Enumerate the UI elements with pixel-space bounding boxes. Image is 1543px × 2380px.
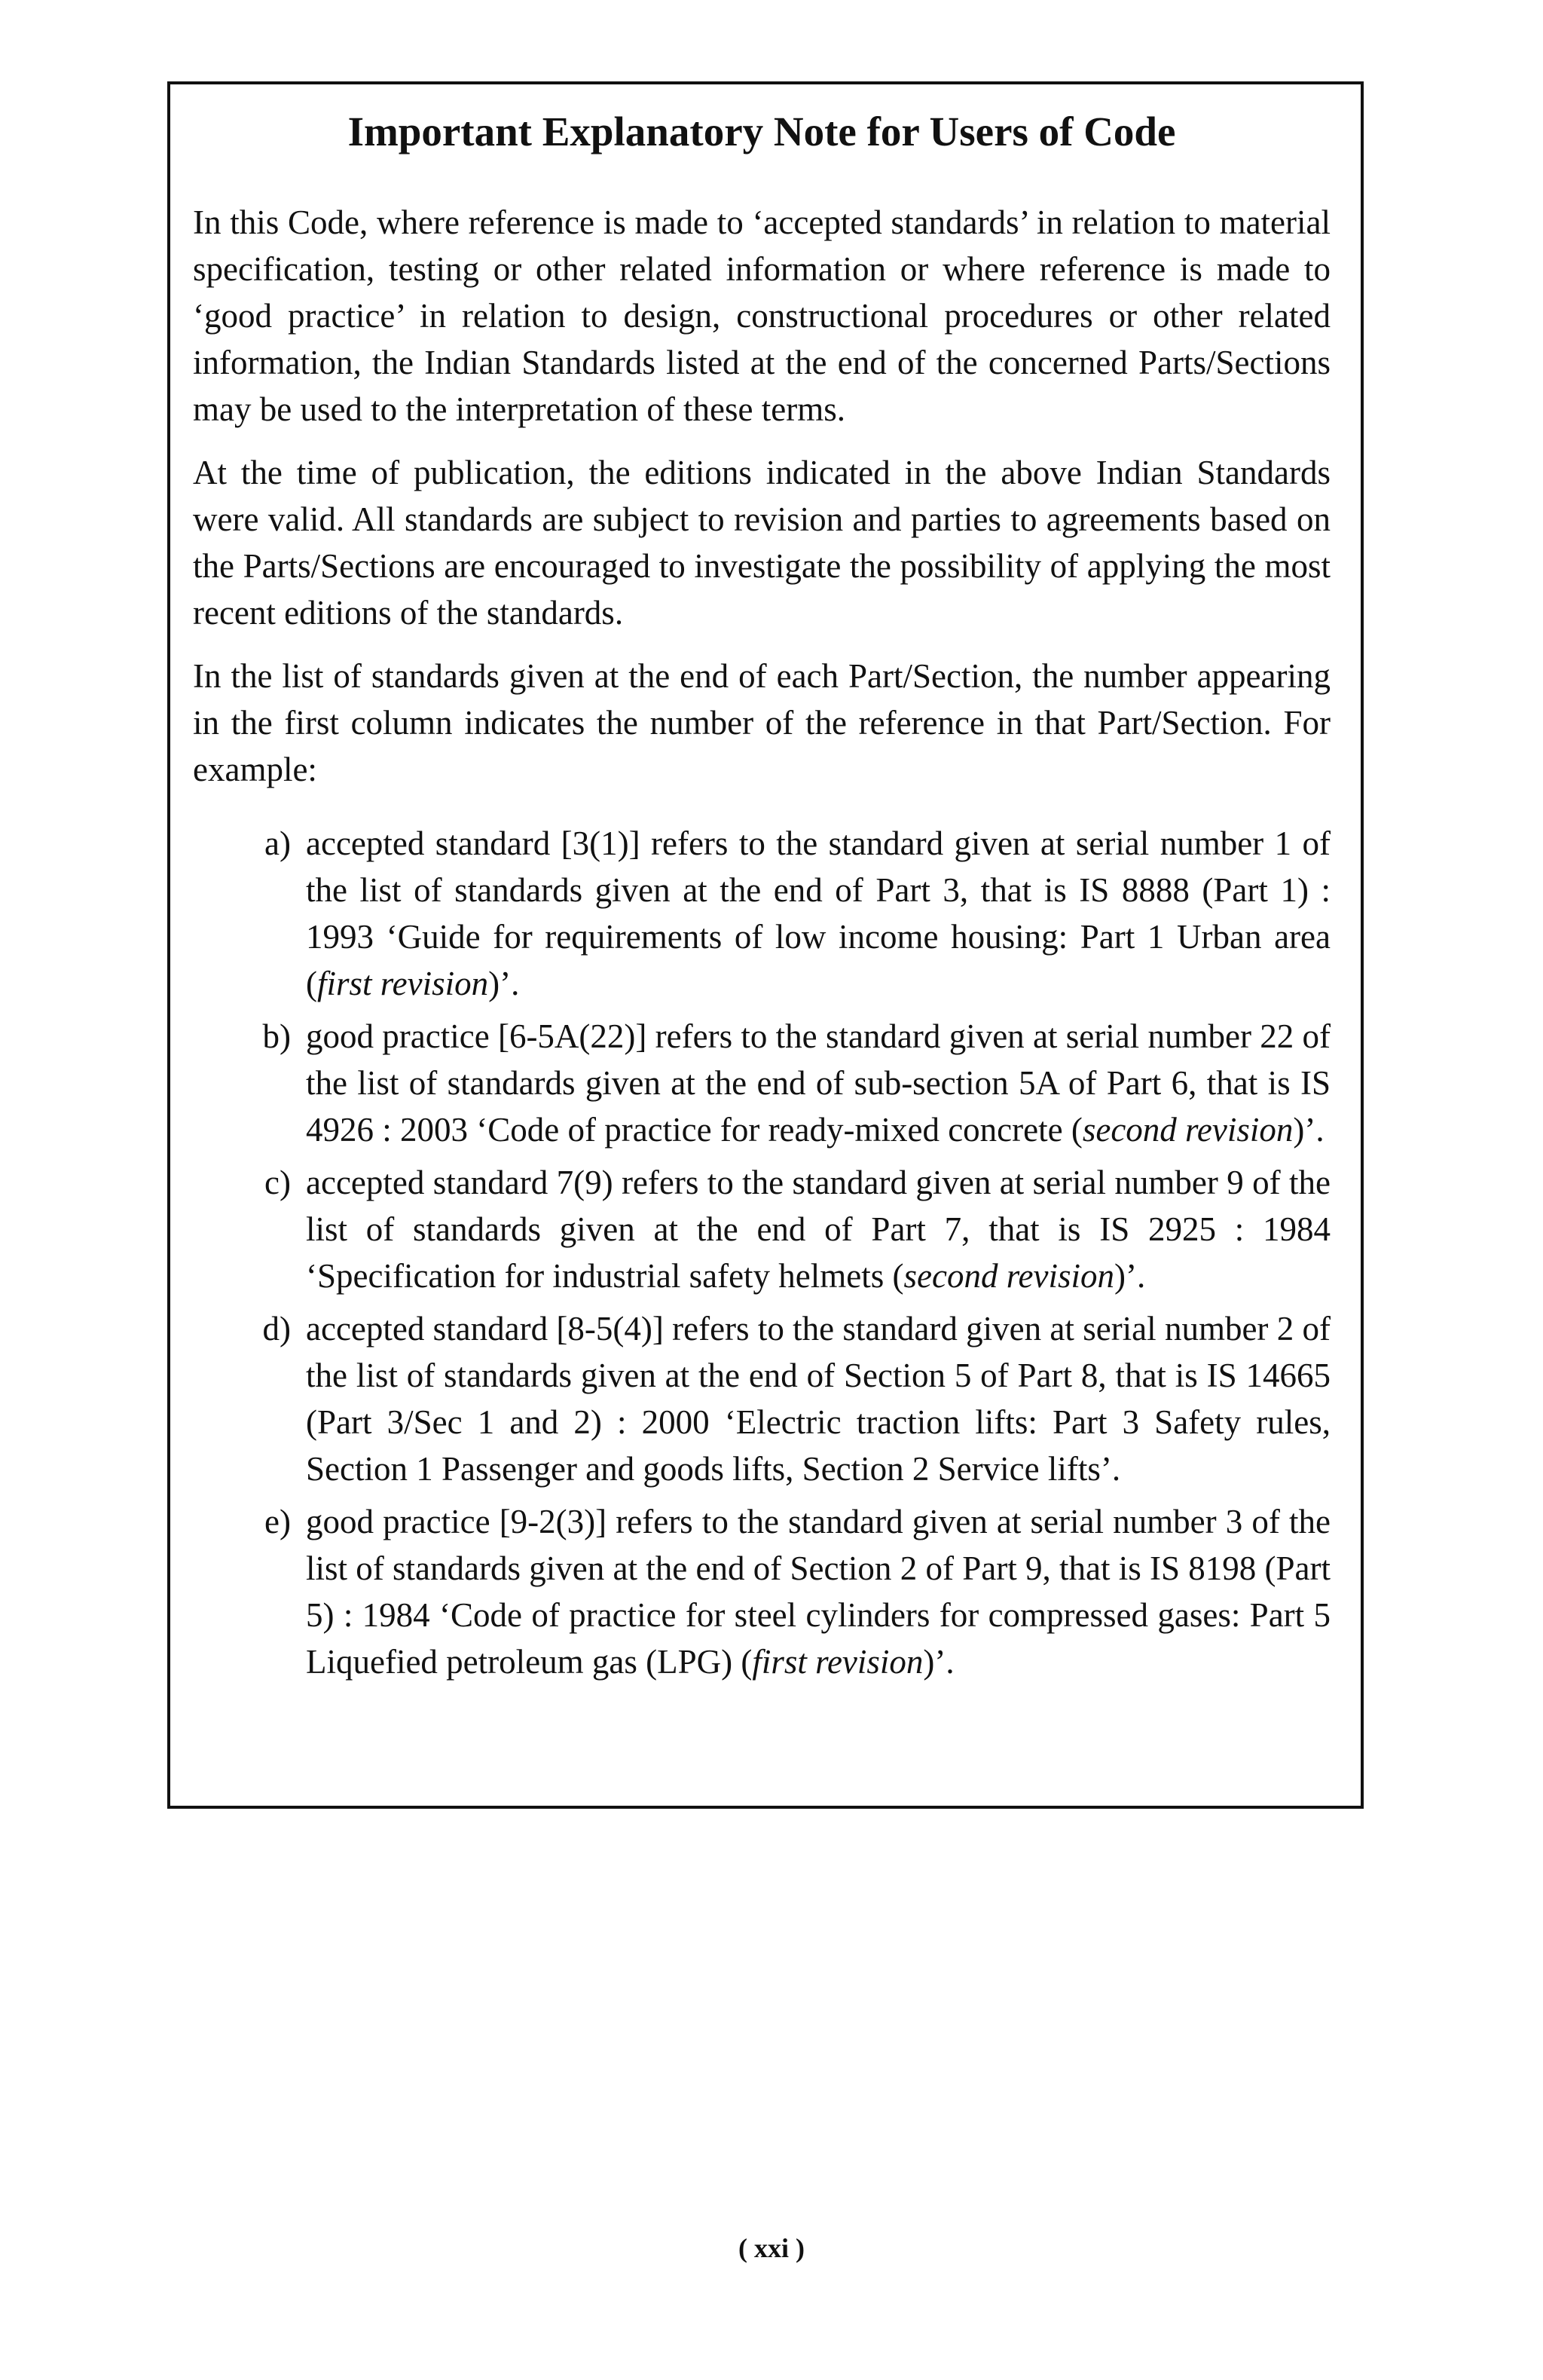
example-item-e (193, 1498, 1331, 1685)
item-marker: d) (262, 1310, 291, 1348)
item-text-italic: second revision (1082, 1111, 1294, 1149)
item-marker: b) (262, 1017, 291, 1055)
paragraph-editions: At the time of publication, the editions indicated in the above Indian Standards were valid. All standards are subject to revision and parties to agreements based on the Parts/Sections are encouraged to investigate the possibility of applying the most recent editions of the standards. (193, 454, 1331, 632)
item-text (306, 1013, 1331, 1153)
item-text (306, 820, 1331, 1007)
item-marker: a) (264, 824, 291, 862)
example-item-a (193, 820, 1331, 1007)
paragraph-list-explanation: In the list of standards given at the end of each Part/Section, the number appearing in the first column indicates the number of the reference in that Part/Section. For example: (193, 657, 1331, 788)
example-item-b (193, 1013, 1331, 1153)
item-text-main: accepted standard [3(1)] refers to the standard given at serial number 1 of the list of standards given at the end of Part 3, that is IS 8888 (Part 1) : 1993 ‘Guide for requirements of low income housing: Part 1 Urban area ( (306, 824, 1331, 1002)
item-text-end: )’. (1293, 1111, 1325, 1149)
item-text-main: accepted standard 7(9) refers to the standard given at serial number 9 of the list of standards given at the end of Part 7, that is IS 2925 : 1984 ‘Specification for industrial safety helmets ( (306, 1164, 1331, 1295)
example-item-d (193, 1305, 1331, 1492)
item-marker: c) (264, 1164, 291, 1201)
item-text-end: )’. (923, 1643, 955, 1681)
item-text-main: accepted standard [8-5(4)] refers to the standard given at serial number 2 of the list of standards given at the end of Section 5 of Part 8, that is IS 14665 (Part 3/Sec 1 and 2) : 2000 ‘Electric traction lifts: Part 3 Safety rules, Section 1 Passenger and goods lifts, Section 2 Service lifts’. (306, 1310, 1331, 1488)
item-text-end: )’. (488, 965, 520, 1002)
example-list (193, 820, 1331, 1685)
item-text-italic: first revision (317, 965, 489, 1002)
item-marker: e) (264, 1503, 291, 1540)
item-text-main: good practice [6-5A(22)] refers to the standard given at serial number 22 of the list of standards given at the end of sub-section 5A of Part 6, that is IS 4926 : 2003 ‘Code of practice for ready-mixed concrete ( (306, 1017, 1331, 1149)
item-text-italic: first revision (752, 1643, 924, 1681)
note-title: Important Explanatory Note for Users of Code (347, 109, 1176, 154)
page-number: ( xxi ) (738, 2233, 805, 2263)
item-text-end: )’. (1114, 1257, 1146, 1295)
item-text-italic: second revision (903, 1257, 1115, 1295)
paragraph-accepted-standards: In this Code, where reference is made to ‘accepted standards’ in relation to material specification, testing or other related information or where reference is made to ‘good practice’ in relation to design, constructional procedures or other related information, the Indian Standards listed at the end of the concerned Parts/Sections may be used to the interpretation of these terms. (193, 203, 1331, 428)
item-text (306, 1498, 1331, 1685)
item-text (306, 1159, 1331, 1299)
example-item-c (193, 1159, 1331, 1299)
item-text-main: good practice [9-2(3)] refers to the standard given at serial number 3 of the list of standards given at the end of Section 2 of Part 9, that is IS 8198 (Part 5) : 1984 ‘Code of practice for steel cylinders for compressed gases: Part 5 Liquefied petroleum gas (LPG) ( (306, 1503, 1331, 1681)
item-text (306, 1305, 1331, 1492)
explanatory-note-box (167, 81, 1364, 1809)
